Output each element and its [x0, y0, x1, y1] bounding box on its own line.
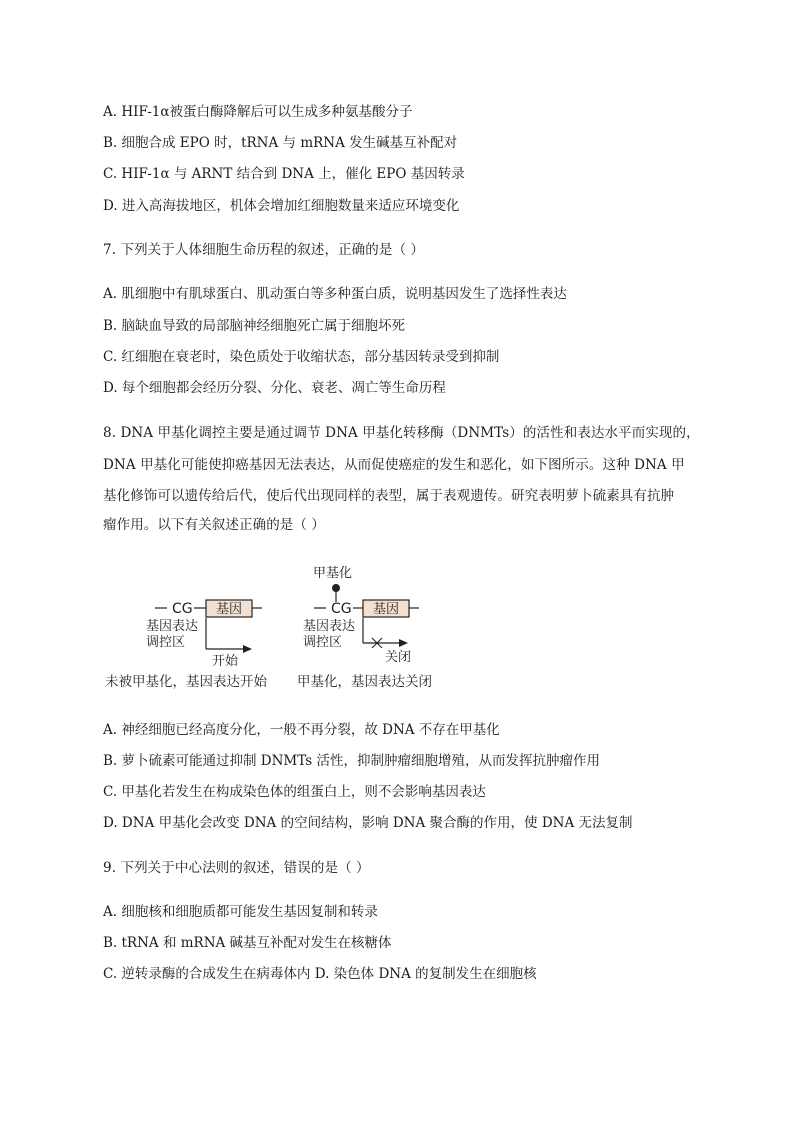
q8-stem-line-1: 8. DNA 甲基化调控主要是通过调节 DNA 甲基化转移酶（DNMTs）的活性和表达水平而实现的， [103, 425, 700, 441]
q9-stem: 9. 下列关于中心法则的叙述，错误的是（ ） [103, 860, 370, 876]
q7-option-d: D. 每个细胞都会经历分裂、分化、衰老、凋亡等生命历程 [103, 380, 446, 396]
q7-option-c: C. 红细胞在衰老时，染色质处于收缩状态，部分基因转录受到抑制 [103, 349, 500, 365]
methyl-label: 甲基化 [313, 566, 353, 581]
q6-option-c: C. HIF-1α 与 ARNT 结合到 DNA 上，催化 EPO 基因转录 [103, 166, 465, 182]
q6-option-a: A. HIF-1α被蛋白酶降解后可以生成多种氨基酸分子 [103, 104, 413, 120]
caption-right: 甲基化，基因表达关闭 [297, 674, 432, 690]
q8-stem-line-2: DNA 甲基化可能使抑癌基因无法表达，从而促使癌症的发生和恶化，如下图所示。这种 DNA 甲 [103, 457, 685, 473]
q9-option-c-d: C. 逆转录酶的合成发生在病毒体内 D. 染色体 DNA 的复制发生在细胞核 [103, 966, 537, 982]
off-arrow-head [399, 639, 408, 647]
q8-option-d: D. DNA 甲基化会改变 DNA 的空间结构，影响 DNA 聚合酶的作用，使 DNA 无法复制 [103, 815, 633, 831]
q6-option-d: D. 进入高海拔地区，机体会增加红细胞数量来适应环境变化 [103, 198, 460, 214]
region-label-left-2: 调控区 [146, 635, 186, 650]
cg-label-left: CG [172, 601, 193, 617]
q7-stem: 7. 下列关于人体细胞生命历程的叙述，正确的是（ ） [103, 242, 425, 258]
cg-label-right: CG [331, 601, 352, 617]
gene-label-right: 基因 [372, 602, 400, 617]
q9-option-b: B. tRNA 和 mRNA 碱基互补配对发生在核糖体 [103, 935, 392, 951]
start-arrow-head [243, 645, 252, 653]
start-label: 开始 [212, 654, 239, 669]
q9-option-a: A. 细胞核和细胞质都可能发生基因复制和转录 [103, 904, 378, 920]
gene-label-left: 基因 [215, 602, 243, 617]
off-label: 关闭 [385, 650, 412, 665]
q8-option-b: B. 萝卜硫素可能通过抑制 DNMTs 活性，抑制肿瘤细胞增殖，从而发挥抗肿瘤作用 [103, 753, 600, 769]
q7-option-a: A. 肌细胞中有肌球蛋白、肌动蛋白等多种蛋白质，说明基因发生了选择性表达 [103, 286, 567, 302]
q8-stem-line-3: 基化修饰可以遗传给后代，使后代出现同样的表型，属于表观遗传。研究表明萝卜硫素具有抗肿 [103, 488, 675, 504]
methyl-group-dot [332, 584, 340, 592]
caption-left: 未被甲基化，基因表达开始 [105, 674, 267, 690]
q6-option-b: B. 细胞合成 EPO 时，tRNA 与 mRNA 发生碱基互补配对 [103, 135, 458, 151]
region-label-right-1: 基因表达 [303, 619, 356, 634]
methylation-diagram [0, 558, 794, 698]
q8-stem-line-4: 瘤作用。以下有关叙述正确的是（ ） [103, 517, 325, 533]
q7-option-b: B. 脑缺血导致的局部脑神经细胞死亡属于细胞坏死 [103, 318, 406, 334]
q8-option-c: C. 甲基化若发生在构成染色体的组蛋白上，则不会影响基因表达 [103, 784, 486, 800]
region-label-right-2: 调控区 [303, 635, 343, 650]
region-label-left-1: 基因表达 [146, 619, 199, 634]
q8-option-a: A. 神经细胞已经高度分化，一般不再分裂，故 DNA 不存在甲基化 [103, 722, 500, 738]
